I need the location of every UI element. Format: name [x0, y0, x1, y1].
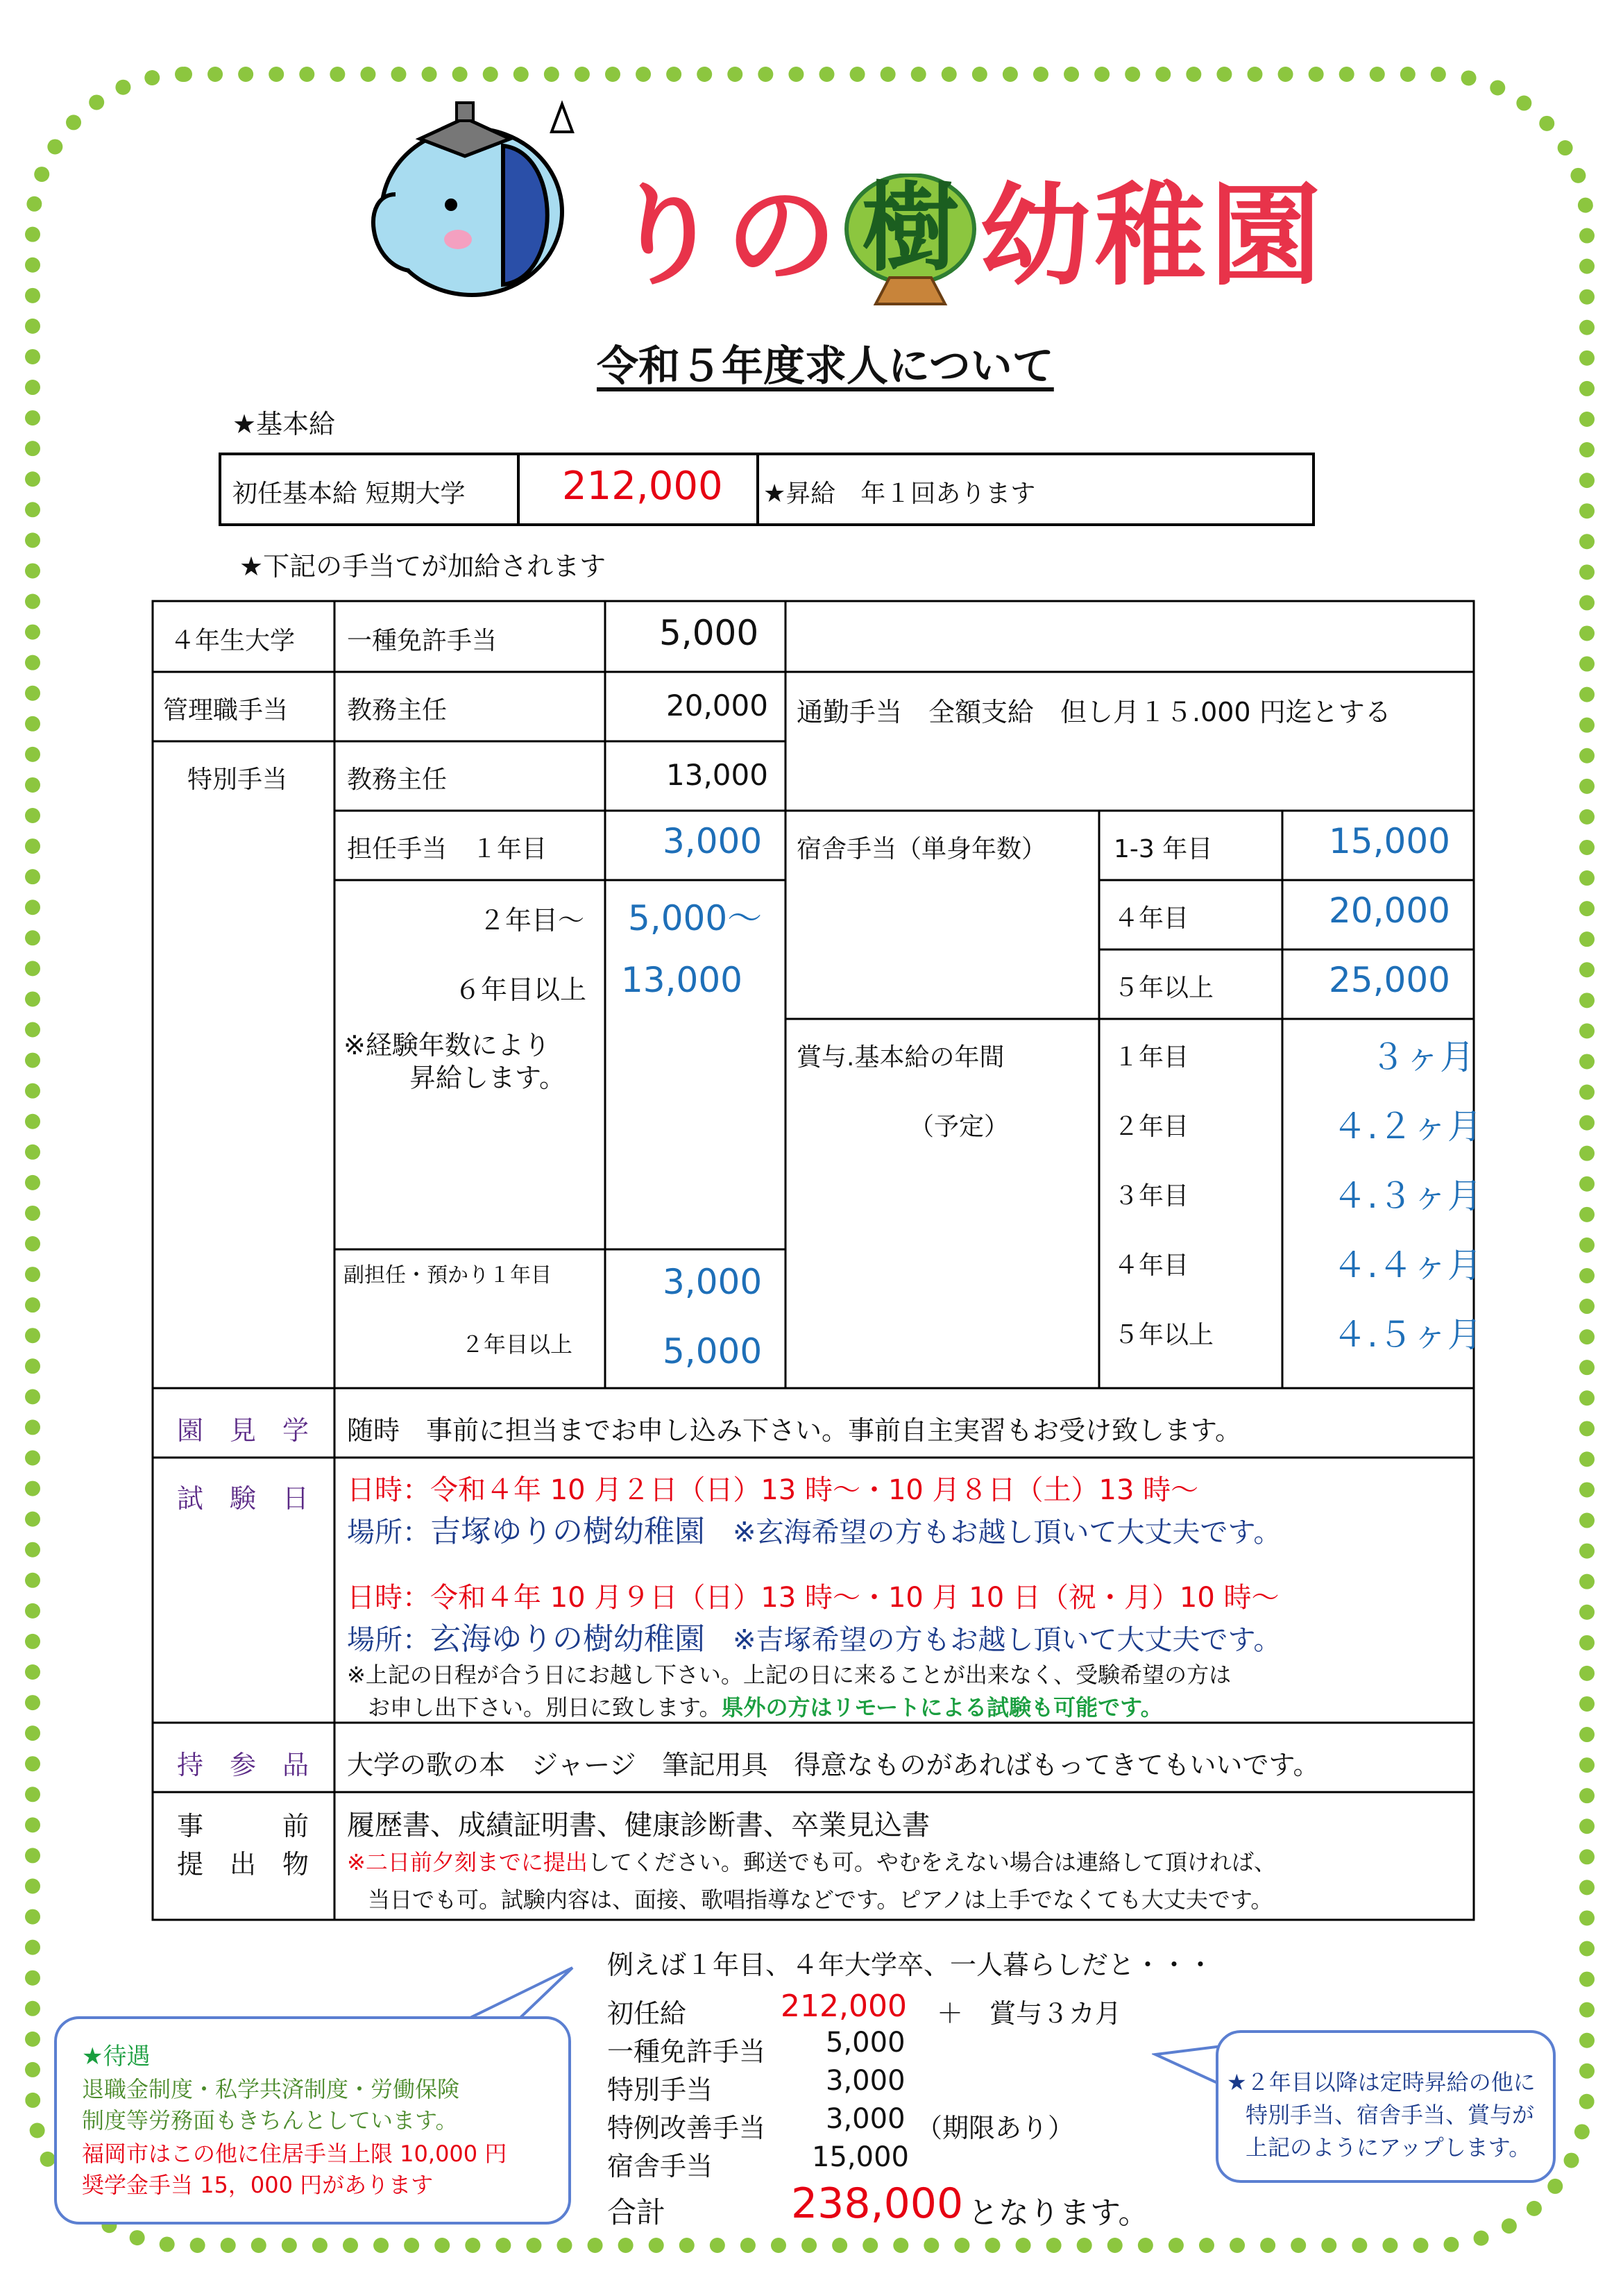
- submit-label-2: 提 出 物: [177, 1849, 309, 1880]
- bonus-label: 賞与.基本給の年間: [797, 1043, 1005, 1072]
- submit-note-2: 当日でも可。試験内容は、面接、歌唱指導などです。ピアノは上手でなくても大丈夫です。: [368, 1886, 1273, 1913]
- benefits-line-3: 福岡市はこの他に住居手当上限 10,000 円: [82, 2141, 507, 2167]
- exam-date-1: 日時：令和４年 10 月２日（日）13 時〜・10 月８日（土）13 時〜: [347, 1474, 1199, 1506]
- raise-text: ★昇給 年１回あります: [763, 480, 1036, 508]
- bring-label: 持 参 品: [177, 1750, 309, 1780]
- homeroom-allowance-label: 担任手当 １年目: [347, 835, 547, 863]
- year2-value: 5,000〜: [628, 898, 763, 938]
- initial-salary-value: 212,000: [562, 464, 723, 509]
- exam-place-2-label: 場所：: [347, 1624, 430, 1656]
- example-row-4-value: 3,000: [826, 2103, 906, 2135]
- management-allowance-label: 管理職手当: [163, 696, 289, 725]
- exam-place-2-name: 玄海ゆりの樹幼稚園: [430, 1621, 705, 1657]
- bonus-row-3-years: ３年目: [1114, 1182, 1189, 1210]
- housing-row-2-value: 20,000: [1329, 890, 1450, 931]
- example-row-5-label: 宿舎手当: [607, 2151, 713, 2181]
- bonus-row-2-years: ２年目: [1114, 1113, 1189, 1141]
- allowance-note: ★下記の手当てが加給されます: [239, 551, 606, 582]
- exam-note-2-text: お申し出下さい。別日に致します。: [368, 1694, 722, 1721]
- sub-teacher-year2-value: 5,000: [663, 1331, 763, 1371]
- bring-text: 大学の歌の本 ジャージ 筆記用具 得意なものがあればもってきてもいいです。: [347, 1750, 1320, 1780]
- year6-value: 13,000: [621, 960, 742, 1000]
- submit-text: 履歴書、成績証明書、健康診断書、卒業見込書: [347, 1809, 930, 1841]
- exam-place-1: [347, 1506, 1281, 1551]
- logo-text: りの 樹 幼稚園: [611, 174, 1325, 298]
- exam-place-2-note: ※吉塚希望の方もお越し頂いて大丈夫です。: [733, 1624, 1282, 1656]
- exam-date-2: 日時：令和４年 10 月９日（日）13 時〜・10 月 10 日（祝・月）10 時〜: [347, 1582, 1280, 1614]
- exam-place-1-note: ※玄海希望の方もお越し頂いて大丈夫です。: [733, 1517, 1282, 1548]
- example-row-1-value: 212,000: [781, 1989, 907, 2024]
- submit-note-rest: してください。郵送でも可。やむをえない場合は連絡して頂ければ、: [587, 1849, 1276, 1875]
- bonus-label-planned: （予定）: [909, 1113, 1010, 1141]
- sub-teacher-value: 3,000: [663, 1262, 763, 1302]
- sub-teacher-label: 副担任・預かり１年目: [343, 1263, 552, 1288]
- experience-note-1: ※経験年数により: [343, 1030, 550, 1061]
- example-row-2-value: 5,000: [826, 2027, 906, 2059]
- housing-row-1-value: 15,000: [1329, 821, 1450, 861]
- bonus-row-1-years: １年目: [1114, 1043, 1189, 1072]
- example-total-suffix: となります。: [968, 2195, 1149, 2231]
- sub-teacher-year2-label: ２年目以上: [461, 1331, 573, 1358]
- example-row-3-value: 3,000: [826, 2065, 906, 2097]
- housing-row-1-years: 1-3 年目: [1114, 835, 1213, 863]
- housing-allowance-label: 宿舎手当（単身年数）: [797, 835, 1047, 863]
- example-row-1-extra: ＋ 賞与３カ月: [937, 1998, 1122, 2029]
- submit-deadline: ※二日前夕刻までに提出: [347, 1849, 588, 1875]
- exam-note-1: ※上記の日程が合う日にお越し下さい。上記の日に来ることが出来なく、受験希望の方は: [347, 1662, 1232, 1688]
- experience-note-2: 昇給します。: [409, 1063, 566, 1093]
- logo-tree-char: 樹: [862, 172, 964, 285]
- special-allowance-label: 特別手当: [187, 766, 288, 794]
- special-allowance-value: 13,000: [666, 758, 768, 792]
- example-row-4-label: 特例改善手当: [607, 2113, 766, 2143]
- head-teacher-label: 教務主任: [347, 696, 448, 725]
- example-total-label: 合計: [607, 2195, 666, 2229]
- commute-allowance: 通勤手当 全額支給 但し月１５.000 円迄とする: [797, 697, 1391, 727]
- example-row-3-label: 特別手当: [607, 2075, 713, 2105]
- benefits-line-2: 制度等労務面もきちんとしています。: [82, 2107, 458, 2134]
- page-title: 令和５年度求人について: [597, 342, 1054, 391]
- bonus-row-2-value: ４.２ヶ月: [1332, 1106, 1482, 1147]
- raise-bubble-line-1: ★２年目以降は定時昇給の他に: [1227, 2069, 1536, 2095]
- housing-row-3-years: ５年以上: [1114, 974, 1214, 1002]
- example-row-4-extra: （期限あり）: [916, 2113, 1075, 2143]
- management-allowance-value: 20,000: [666, 689, 768, 723]
- raise-bubble-line-3: 上記のようにアップします。: [1246, 2134, 1531, 2161]
- example-total-value: 238,000: [791, 2179, 964, 2228]
- basic-salary-label: ★基本給: [232, 409, 336, 439]
- license-allowance-value: 5,000: [659, 613, 759, 653]
- housing-row-2-years: ４年目: [1114, 904, 1189, 933]
- license-allowance-label: 一種免許手当: [347, 627, 498, 655]
- homeroom-allowance-value: 3,000: [663, 821, 763, 861]
- bonus-row-4-years: ４年目: [1114, 1251, 1189, 1280]
- example-heading: 例えば１年目、４年大学卒、一人暮らしだと・・・: [607, 1950, 1214, 1980]
- bonus-row-5-value: ４.５ヶ月: [1332, 1315, 1482, 1355]
- example-row-5-value: 15,000: [812, 2141, 909, 2173]
- bonus-row-5-years: ５年以上: [1114, 1321, 1214, 1349]
- year6-label: ６年目以上: [454, 974, 587, 1005]
- visit-label: 園 見 学: [177, 1415, 309, 1446]
- exam-place-2: [347, 1614, 1281, 1658]
- submit-label-1: 事 前: [177, 1811, 309, 1841]
- submit-note-1: [347, 1845, 1276, 1877]
- head-teacher-label-2: 教務主任: [347, 766, 448, 794]
- bonus-row-3-value: ４.３ヶ月: [1332, 1176, 1482, 1216]
- bonus-row-4-value: ４.４ヶ月: [1332, 1245, 1482, 1285]
- exam-note-2: [368, 1690, 1163, 1722]
- benefits-title: ★待遇: [82, 2043, 151, 2070]
- example-row-1-label: 初任給: [607, 1998, 687, 2029]
- benefits-line-1: 退職金制度・私学共済制度・労働保険: [82, 2076, 460, 2102]
- visit-text: 随時 事前に担当までお申し込み下さい。事前自主実習もお受け致します。: [347, 1415, 1241, 1446]
- raise-bubble-line-2: 特別手当、宿舎手当、賞与が: [1246, 2102, 1535, 2128]
- exam-label: 試 験 日: [177, 1483, 309, 1514]
- bonus-row-1-value: ３ヶ月: [1370, 1037, 1475, 1077]
- exam-place-1-name: 吉塚ゆりの樹幼稚園: [430, 1514, 705, 1549]
- year2-label: ２年目〜: [479, 905, 585, 936]
- exam-place-1-label: 場所：: [347, 1517, 430, 1548]
- benefits-line-4: 奨学金手当 15，000 円があります: [82, 2172, 434, 2198]
- example-row-2-label: 一種免許手当: [607, 2036, 766, 2067]
- housing-row-3-value: 25,000: [1329, 960, 1450, 1000]
- initial-salary-label: 初任基本給 短期大学: [232, 480, 466, 508]
- row-4yr-university: ４年生大学: [170, 627, 296, 655]
- remote-exam-note: 県外の方はリモートによる試験も可能です。: [721, 1694, 1163, 1721]
